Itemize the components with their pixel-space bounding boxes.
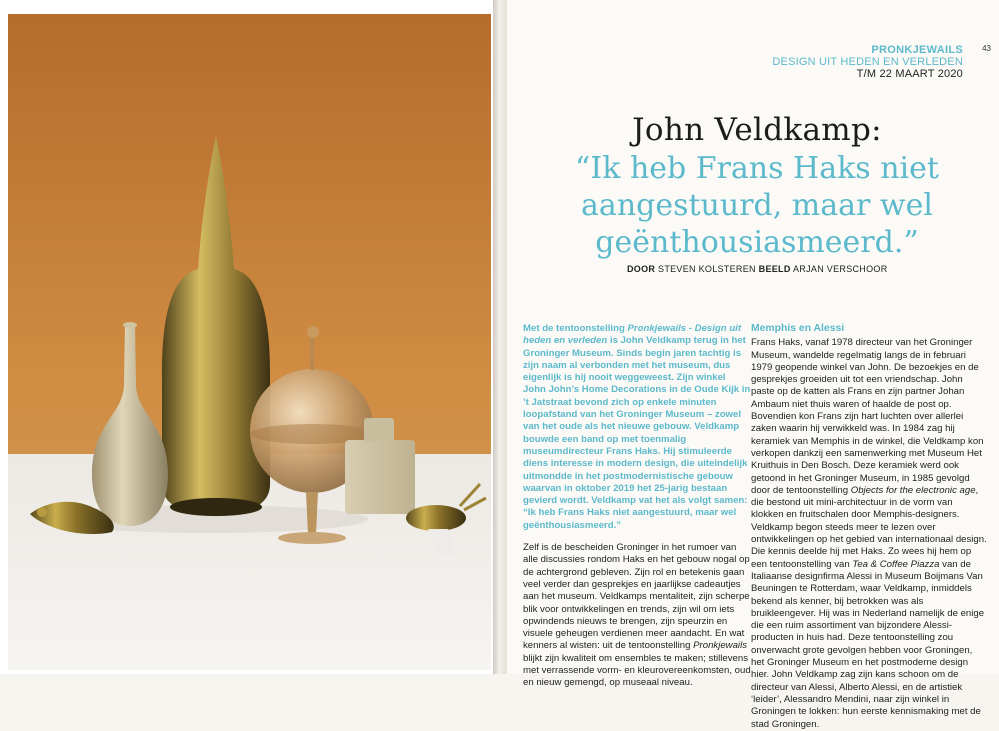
intro-rest: is John Veldkamp terug in het Groninger Museum. Sinds begin jaren tachtig is zijn naam al verbonden met het museum, dus eigenlijk is hij nooit weggeweest. Zijn winkel John John’s Home Decorations in de Oude Kijk in ’t Jatstraat bevond zich op enkele minuten loopafstand van het Groninger Museum – zowel van het oude als het nieuwe gebouw. Veldkamp bouwde een band op met toenmalig museumdirecteur Frans Haks. Hij stimuleerde diens interesse in modern design, die uiteindelijk uitmondde in het postmodernistische gebouw waarvan in oktober 2019 het 25-jarig bestaan gevierd wordt. Veldkamp vat het als volgt samen: “Ik heb Frans Haks niet aangestuurd, maar wel geënthousiasmeerd.”	[523, 335, 751, 531]
body-exhibition-title: Pronkjewails	[693, 640, 747, 652]
series-title: PRONKJEWAILS	[871, 44, 963, 56]
section-exhibition-objects: Objects for the electronic age	[850, 484, 976, 496]
left-page	[0, 0, 497, 674]
section-text-2: , die bestond uit mini-architectuur in de vorm van klokken en fruitschalen door Memphis-designers. Veldkamp begon steeds meer te lezen over ontwikkelingen op het gebied van internationaal design. Die kennis deelde hij met Haks. Zo wees hij hem op een tentoonstelling van	[751, 484, 987, 570]
photo-illustration	[8, 14, 491, 670]
byline-label: DOOR	[627, 264, 656, 274]
page-gutter	[493, 0, 507, 674]
section-paragraph	[751, 337, 987, 731]
section-exhibition-tea-coffee: Tea & Coffee Piazza	[852, 558, 940, 570]
headline-name: John Veldkamp:	[632, 112, 882, 148]
body-paragraph	[523, 542, 751, 690]
headline	[547, 112, 967, 261]
running-header	[772, 44, 963, 80]
intro-exhibition-title: Pronkjewails - Design uit heden en verleden	[523, 323, 742, 347]
headline-quote: “Ik heb Frans Haks niet aangestuurd, maar wel geënthousiasmeerd.”	[575, 151, 939, 260]
intro-paragraph	[523, 323, 751, 532]
section-subhead: Memphis en Alessi	[751, 323, 845, 334]
section-text-3: van de Italiaanse designfirma Alessi in Museum Boijmans Van Beuningen te Rotterdam, waar Veldkamp, inmiddels bekend als kenner, bij betrokken was als bruikleengever. Hij was in Nederland namelijk de enige die een ruim assortiment van bijzondere Alessi-producten in huis had. Deze tentoonstelling zou onverwacht grote gevolgen hebben voor Groningen, het Groninger Museum en het postmoderne design hier. John Veldkamp zag zijn kans schoon om de directeur van Alessi, Alberto Alessi, en de artistiek ‘leider’, Alessandro Mendini, naar zijn winkel in Groningen te lokken: hun eerste kennismaking met de stad Groningen.	[751, 558, 985, 730]
section-text-1: Frans Haks, vanaf 1978 directeur van het Groninger Museum, wandelde regelmatig langs de in februari 1979 geopende winkel van John. De bezoekjes en de gesprekjes groeiden uit tot een vriendschap. John paste op de katten als Frans en zijn partner Johan Ambaum niet thuis waren of haalde de post op. Bovendien kon Frans zijn hart luchten over allerlei zaken waarin hij verwikkeld was. In 1984 zag hij keramiek van Memphis in de winkel, die Veldkamp kon verkopen dankzij een samenwerking met Museum Het Kruithuis in Den Bosch. Deze keramiek werd ook getoond in het Groninger Museum, in 1985 gevolgd door de tentoonstelling	[751, 337, 984, 496]
intro-lead: Met de tentoonstelling	[523, 323, 625, 334]
still-life-photo	[8, 14, 491, 670]
byline	[627, 264, 927, 274]
body-text-before: Zelf is de bescheiden Groninger in het rumoer van alle discussies rondom Haks en het gebouw nogal op de achtergrond gebleven. Zijn rol en betekenis gaan veel verder dan gesprekjes en jaarlijkse cadeautjes aan het museum. Veldkamps mentaliteit, zijn scherpe blik voor ontwikkelingen en trends, zijn wil om iets opwindends nieuws te brengen, zijn speurzin en visuele geheugen verdienen meer aandacht. En wat kenners al wisten: uit de tentoonstelling	[523, 542, 750, 652]
image-credit-label: BEELD	[758, 264, 791, 274]
exhibition-date: T/M 22 MAART 2020	[856, 68, 963, 80]
article-column-left	[523, 323, 751, 690]
page-number: 43	[982, 44, 991, 53]
right-page	[507, 0, 999, 730]
series-subtitle: DESIGN UIT HEDEN EN VERLEDEN	[772, 56, 963, 68]
byline-author: STEVEN KOLSTEREN	[658, 264, 756, 274]
image-credit-photographer: ARJAN VERSCHOOR	[792, 264, 888, 274]
body-text-after: blijkt zijn kwaliteit om ensembles te maken; stillevens met verrassende vorm- en kleurovereenkomsten, oud en nieuw gemengd, op museaal niveau.	[523, 652, 751, 689]
article-column-right	[751, 323, 987, 731]
